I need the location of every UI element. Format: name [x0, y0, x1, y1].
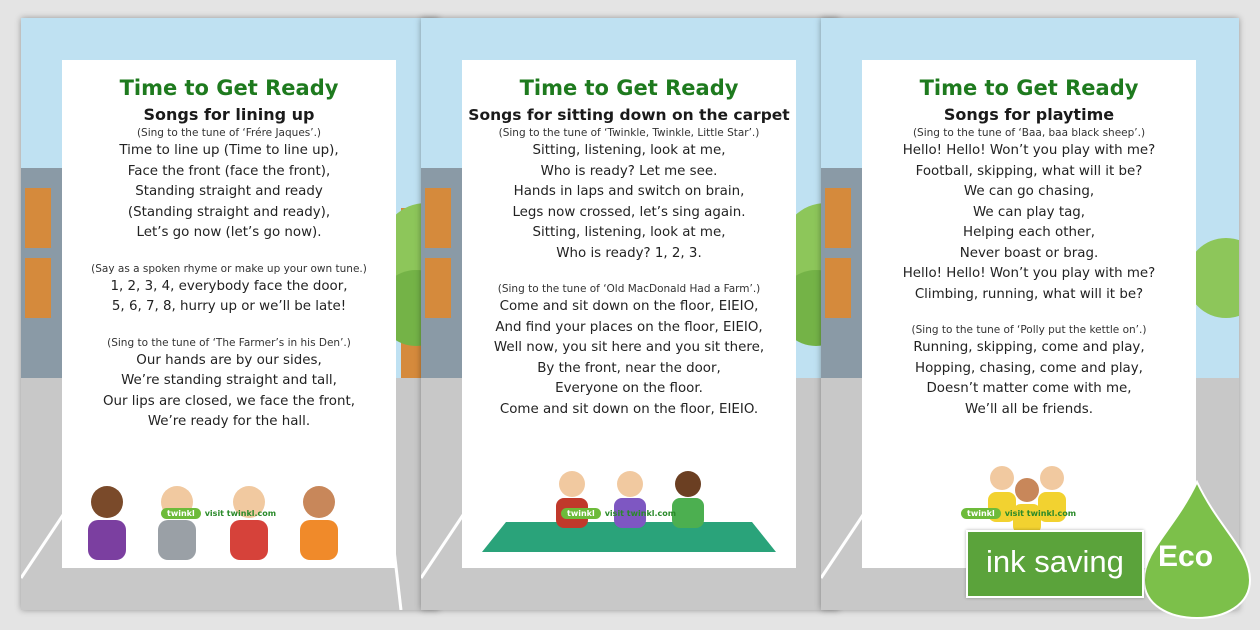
twinkl-logo: twinkl visit twinkl.com — [961, 508, 1076, 519]
lyric-line: Come and sit down on the floor, EIEIO. — [499, 401, 759, 417]
poster-sitting-down — [421, 18, 839, 610]
tune-note: (Sing to the tune of ‘Twinkle, Twinkle, Little Star’.) — [498, 127, 760, 139]
poster-subtitle: Songs for lining up — [143, 105, 315, 124]
poster-title: Time to Get Ready — [519, 76, 739, 100]
lyric-line: Running, skipping, come and play, — [913, 340, 1145, 355]
lyric-line: And find your places on the floor, EIEIO, — [495, 319, 763, 335]
lyric-line: 5, 6, 7, 8, hurry up or we’ll be late! — [111, 299, 347, 314]
lyric-line: Standing straight and ready — [135, 184, 323, 199]
lyric-line: Sitting, listening, look at me, — [532, 143, 726, 158]
eco-label: Eco — [1158, 540, 1214, 573]
lyric-line: Our hands are by our sides, — [136, 352, 322, 368]
lyric-line: Come and sit down on the floor, EIEIO, — [499, 299, 759, 314]
lyric-line: 1, 2, 3, 4, everybody face the door, — [110, 278, 348, 294]
lyric-line: Our lips are closed, we face the front, — [103, 393, 355, 409]
lyric-line: Climbing, running, what will it be? — [914, 286, 1144, 302]
lyric-line: (Standing straight and ready), — [127, 204, 331, 220]
lyric-line: Well now, you sit here and you sit there, — [493, 340, 765, 355]
lyric-line: Doesn’t matter come with me, — [926, 381, 1132, 396]
lyric-line: Who is ready? Let me see. — [540, 163, 718, 179]
tune-note: (Sing to the tune of ‘Frére Jaques’.) — [136, 127, 322, 139]
lyric-line: By the front, near the door, — [537, 360, 721, 376]
song-card — [62, 60, 396, 568]
tune-note: (Say as a spoken rhyme or make up your own tune.) — [91, 262, 367, 275]
lyric-line: Who is ready? 1, 2, 3. — [556, 245, 702, 261]
lyric-line: We can go chasing, — [963, 184, 1095, 199]
lyric-line: Football, skipping, what will it be? — [915, 163, 1143, 179]
twinkl-logo: twinkl visit twinkl.com — [561, 508, 676, 519]
twinkl-logo: twinkl visit twinkl.com — [161, 508, 276, 519]
ink-saving-label: ink saving — [986, 544, 1124, 579]
lyric-line: We’re standing straight and tall, — [121, 373, 337, 388]
tune-note: (Sing to the tune of ‘Polly put the kettle on’.) — [911, 324, 1147, 336]
tune-note: (Sing to the tune of ‘Baa, baa black sheep’.) — [912, 127, 1146, 139]
lyric-line: Hello! Hello! Won’t you play with me? — [902, 143, 1156, 158]
tune-note: (Sing to the tune of ‘Old MacDonald Had a Farm’.) — [497, 283, 761, 295]
poster-subtitle: Songs for sitting down on the carpet — [468, 106, 790, 124]
lyric-line: Hello! Hello! Won’t you play with me? — [902, 266, 1156, 281]
lyric-line: We’ll all be friends. — [965, 401, 1093, 417]
poster-title: Time to Get Ready — [919, 76, 1139, 100]
lyric-line: Everyone on the floor. — [555, 381, 703, 396]
lyric-line: Time to line up (Time to line up), — [119, 143, 339, 158]
lyric-line: Face the front (face the front), — [127, 163, 331, 179]
children-illustration — [62, 480, 396, 560]
lyric-line: Sitting, listening, look at me, — [532, 225, 726, 240]
lyric-line: Never boast or brag. — [959, 245, 1099, 261]
lyric-line: Let’s go now (let’s go now). — [136, 225, 322, 240]
lyric-line: We’re ready for the hall. — [147, 414, 311, 429]
lyric-line: We can play tag, — [972, 204, 1086, 220]
song-card — [462, 60, 796, 568]
ink-saving-badge — [966, 530, 1144, 598]
tune-note: (Sing to the tune of ‘The Farmer’s in his Den’.) — [107, 336, 351, 349]
poster-lining-up — [21, 18, 439, 610]
poster-title: Time to Get Ready — [119, 76, 339, 100]
lyric-line: Legs now crossed, let’s sing again. — [512, 204, 746, 220]
poster-subtitle: Songs for playtime — [943, 105, 1115, 124]
lyric-line: Helping each other, — [963, 225, 1095, 240]
lyric-line: Hopping, chasing, come and play, — [915, 360, 1143, 376]
lyric-line: Hands in laps and switch on brain, — [513, 184, 745, 199]
